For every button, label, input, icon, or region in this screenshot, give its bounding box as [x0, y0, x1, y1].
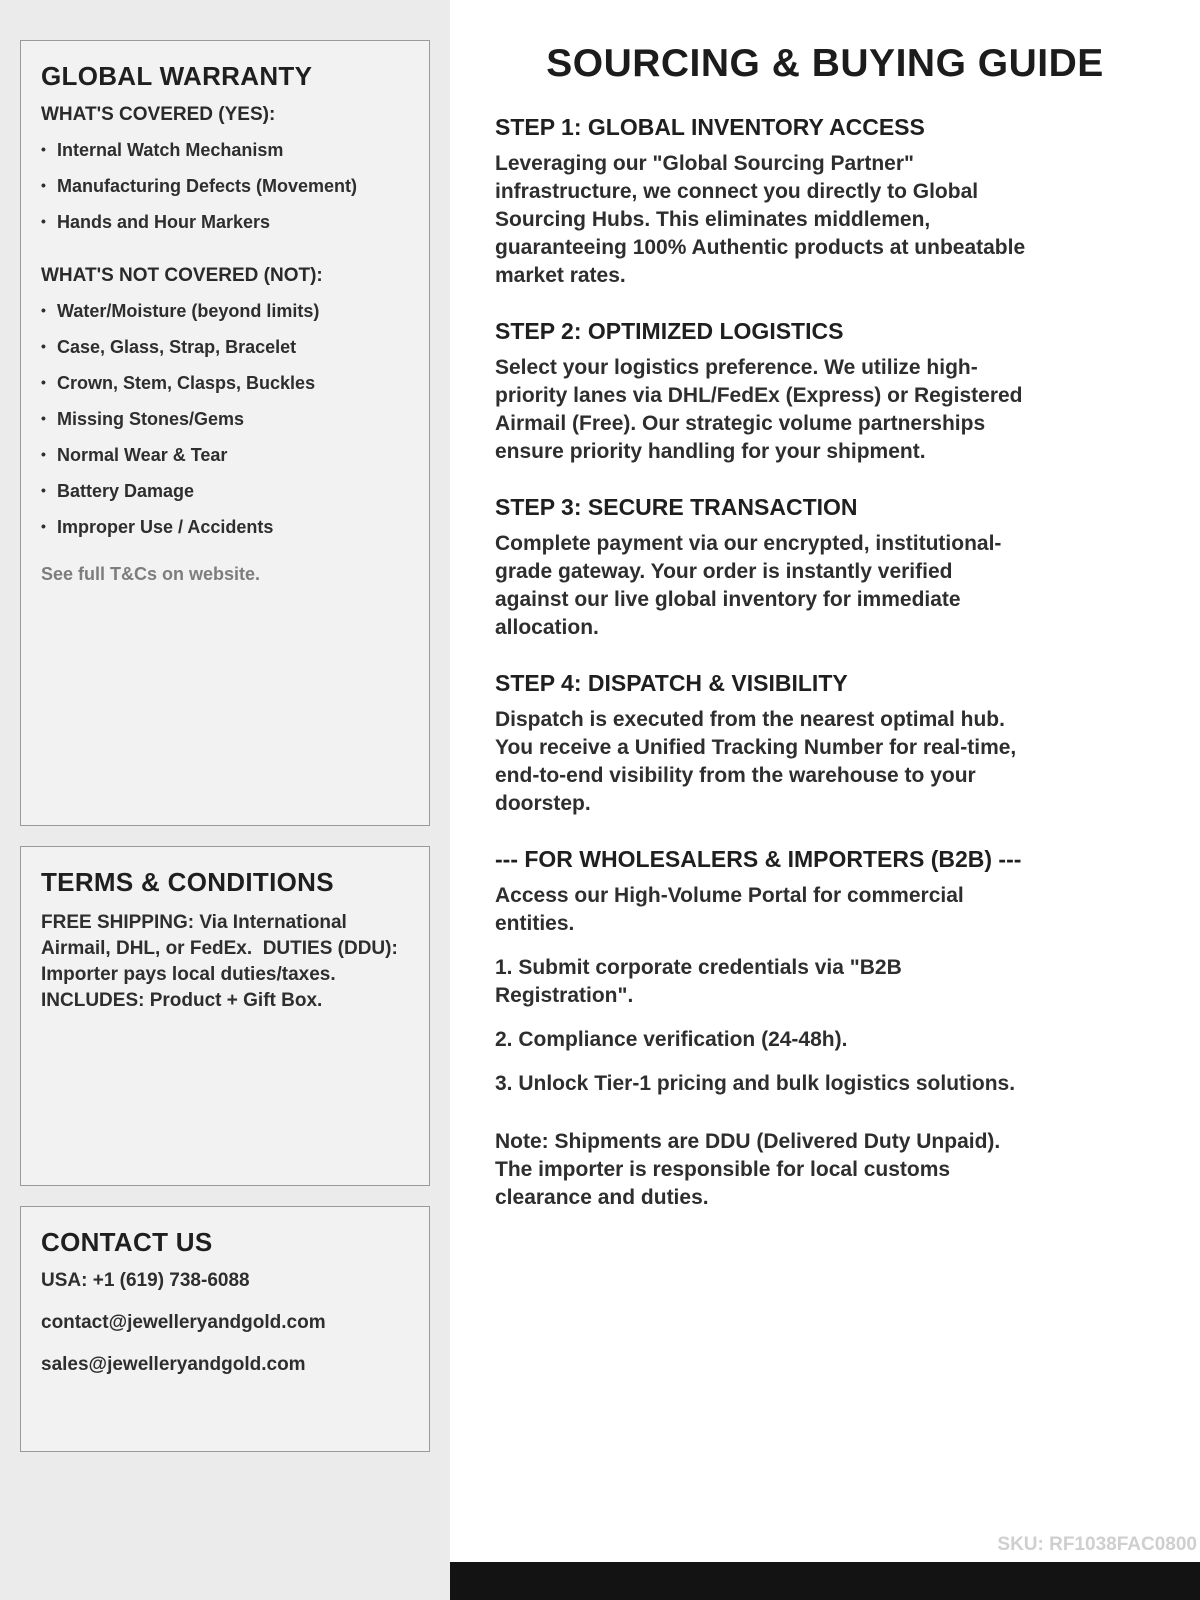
section-heading: --- FOR WHOLESALERS & IMPORTERS (B2B) --- [495, 846, 1022, 872]
warranty-not-covered-title: WHAT'S NOT COVERED (NOT): [41, 265, 323, 286]
contact-email-sales: sales@jewelleryandgold.com [41, 1354, 306, 1375]
section-heading: STEP 3: SECURE TRANSACTION [495, 494, 858, 520]
warranty-covered-title: WHAT'S COVERED (YES): [41, 104, 276, 125]
warranty-footnote: See full T&Cs on website. [41, 564, 261, 584]
list-item: • Crown, Stem, Clasps, Buckles [41, 373, 409, 394]
guide-section-step-1 [495, 114, 1155, 290]
warranty-covered-list [41, 140, 409, 233]
bottom-divider-bar [450, 1562, 1200, 1600]
section-paragraph: Note: Shipments are DDU (Delivered Duty Unpaid). The importer is responsible for local customs clearance and duties. [495, 1130, 1001, 1209]
section-paragraph: Complete payment via our encrypted, institutional-grade gateway. Your order is instantly verified against our live global inventory for immediate allocation. [495, 532, 1002, 639]
guide-section-step-4 [495, 670, 1155, 818]
list-item: • Battery Damage [41, 481, 409, 502]
list-item: • Normal Wear & Tear [41, 445, 409, 466]
section-heading: STEP 1: GLOBAL INVENTORY ACCESS [495, 114, 925, 140]
section-paragraph: Select your logistics preference. We utilize high-priority lanes via DHL/FedEx (Express) or Registered Airmail (Free). Our strategic volume partnerships ensure priority handling for your shipment. [495, 356, 1023, 463]
section-paragraph: 1. Submit corporate credentials via "B2B Registration". [495, 956, 902, 1007]
guide-section-b2b [495, 846, 1155, 1212]
section-heading: STEP 4: DISPATCH & VISIBILITY [495, 670, 848, 696]
guide-section-step-2 [495, 318, 1155, 466]
section-paragraph: 2. Compliance verification (24-48h). [495, 1028, 848, 1051]
terms-panel-title: TERMS & CONDITIONS [41, 867, 334, 897]
contact-email-primary: contact@jewelleryandgold.com [41, 1312, 326, 1333]
section-paragraph: Access our High-Volume Portal for commercial entities. [495, 884, 964, 935]
terms-body-text: FREE SHIPPING: Via International Airmail, DHL, or FedEx. DUTIES (DDU): Importer pays local duties/taxes. INCLUDES: Product + Gift Box. [41, 912, 404, 1011]
list-item: • Case, Glass, Strap, Bracelet [41, 337, 409, 358]
sku-label: SKU: RF1038FAC0800 [997, 1534, 1197, 1555]
section-paragraph: Dispatch is executed from the nearest optimal hub. You receive a Unified Tracking Number for real-time, end-to-end visibility from the warehouse to your doorstep. [495, 708, 1017, 815]
list-item: • Internal Watch Mechanism [41, 140, 409, 161]
list-item: • Missing Stones/Gems [41, 409, 409, 430]
warranty-panel-title: GLOBAL WARRANTY [41, 61, 313, 91]
list-item: • Hands and Hour Markers [41, 212, 409, 233]
list-item: • Manufacturing Defects (Movement) [41, 176, 409, 197]
page-title: SOURCING & BUYING GUIDE [546, 42, 1104, 85]
contact-phone: USA: +1 (619) 738-6088 [41, 1270, 250, 1291]
section-heading: STEP 2: OPTIMIZED LOGISTICS [495, 318, 844, 344]
section-paragraph: 3. Unlock Tier-1 pricing and bulk logistics solutions. [495, 1072, 1016, 1095]
section-paragraph: Leveraging our "Global Sourcing Partner" infrastructure, we connect you directly to Global Sourcing Hubs. This eliminates middlemen, guaranteeing 100% Authentic products at unbeatable market rates. [495, 152, 1026, 287]
contact-panel [20, 1206, 430, 1452]
list-item: • Water/Moisture (beyond limits) [41, 301, 409, 322]
warranty-not-covered-list [41, 301, 409, 538]
guide-main [450, 0, 1200, 1600]
guide-content [450, 0, 1200, 1212]
list-item: • Improper Use / Accidents [41, 517, 409, 538]
info-sidebar [0, 0, 450, 1600]
terms-panel [20, 846, 430, 1186]
contact-panel-title: CONTACT US [41, 1227, 213, 1257]
global-warranty-panel [20, 40, 430, 826]
guide-section-step-3 [495, 494, 1155, 642]
